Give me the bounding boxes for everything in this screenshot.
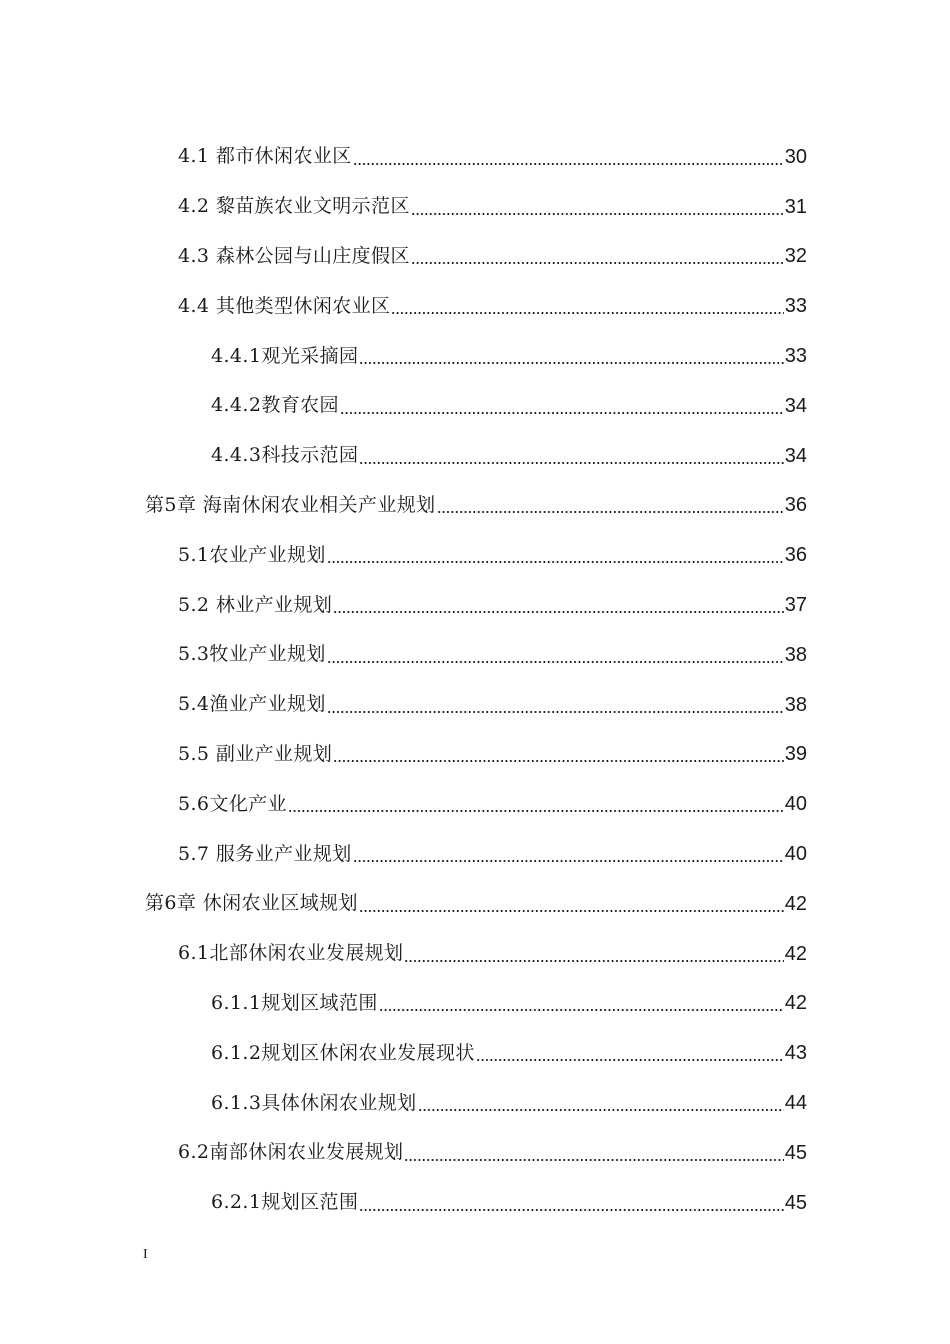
toc-page-number: 38 bbox=[784, 693, 807, 716]
toc-entry[interactable] bbox=[0, 879, 950, 929]
toc-entry[interactable] bbox=[0, 381, 950, 431]
toc-entry[interactable] bbox=[0, 929, 950, 979]
toc-entry[interactable] bbox=[0, 979, 950, 1029]
toc-entry[interactable] bbox=[0, 680, 950, 730]
toc-entry[interactable] bbox=[0, 779, 950, 829]
toc-dot-leader bbox=[411, 246, 784, 266]
toc-page-number: 32 bbox=[784, 245, 807, 268]
footer-page-number: I bbox=[143, 1247, 148, 1262]
toc-page-number: 30 bbox=[784, 145, 807, 168]
toc-dot-leader bbox=[391, 296, 783, 316]
toc-dot-leader bbox=[353, 844, 784, 864]
toc-entry[interactable] bbox=[0, 730, 950, 780]
toc-page-number: 44 bbox=[784, 1092, 807, 1115]
toc-entry[interactable] bbox=[0, 481, 950, 531]
toc-page-number: 42 bbox=[784, 942, 807, 965]
toc-page-number: 42 bbox=[784, 892, 807, 915]
toc-entry-title: 第5章 海南休闲农业相关产业规划 bbox=[145, 493, 436, 516]
toc-entry[interactable] bbox=[0, 829, 950, 879]
toc-entry[interactable] bbox=[0, 530, 950, 580]
toc-entry[interactable] bbox=[0, 630, 950, 680]
toc-page-number: 36 bbox=[784, 544, 807, 567]
toc-entry-title: 5.5 副业产业规划 bbox=[178, 742, 333, 765]
toc-dot-leader bbox=[327, 645, 784, 665]
toc-entry-title: 6.2南部休闲农业发展规划 bbox=[178, 1141, 404, 1164]
toc-entry-title: 4.4.3科技示范园 bbox=[211, 444, 359, 467]
toc-entry-title: 5.1农业产业规划 bbox=[178, 543, 326, 566]
toc-entry-title: 4.4 其他类型休闲农业区 bbox=[178, 294, 391, 317]
toc-entry[interactable] bbox=[0, 132, 950, 182]
toc-page-number: 34 bbox=[784, 394, 807, 417]
toc-dot-leader bbox=[359, 1193, 783, 1213]
toc-dot-leader bbox=[476, 1043, 784, 1063]
toc-entry-title: 4.4.1观光采摘园 bbox=[211, 344, 359, 367]
toc-entry[interactable] bbox=[0, 232, 950, 282]
toc-entry-title: 4.1 都市休闲农业区 bbox=[178, 145, 352, 168]
toc-entry[interactable] bbox=[0, 1028, 950, 1078]
toc-entry-title: 5.3牧业产业规划 bbox=[178, 643, 326, 666]
toc-entry-title: 4.4.2教育农园 bbox=[211, 394, 339, 417]
toc-dot-leader bbox=[327, 545, 784, 565]
toc-page-number: 45 bbox=[784, 1141, 807, 1164]
toc-page-number: 33 bbox=[784, 295, 807, 318]
toc-entry-title: 4.2 黎苗族农业文明示范区 bbox=[178, 195, 410, 218]
toc-dot-leader bbox=[437, 495, 784, 515]
toc-entry-title: 4.3 森林公园与山庄度假区 bbox=[178, 244, 410, 267]
toc-entry[interactable] bbox=[0, 281, 950, 331]
table-of-contents bbox=[0, 132, 950, 1228]
toc-entry-title: 5.7 服务业产业规划 bbox=[178, 842, 352, 865]
toc-entry[interactable] bbox=[0, 182, 950, 232]
toc-dot-leader bbox=[288, 794, 784, 814]
toc-entry[interactable] bbox=[0, 580, 950, 630]
toc-dot-leader bbox=[327, 695, 784, 715]
toc-page-number: 45 bbox=[784, 1191, 807, 1214]
toc-entry[interactable] bbox=[0, 1128, 950, 1178]
toc-entry-title: 6.1北部休闲农业发展规划 bbox=[178, 942, 404, 965]
toc-page-number: 37 bbox=[784, 594, 807, 617]
toc-dot-leader bbox=[379, 993, 784, 1013]
toc-dot-leader bbox=[411, 197, 784, 217]
toc-page-number: 42 bbox=[784, 992, 807, 1015]
toc-page-number: 36 bbox=[784, 494, 807, 517]
toc-page-number: 40 bbox=[784, 793, 807, 816]
toc-dot-leader bbox=[359, 446, 783, 466]
toc-entry[interactable] bbox=[0, 431, 950, 481]
toc-page-number: 31 bbox=[784, 195, 807, 218]
toc-page-number: 39 bbox=[784, 743, 807, 766]
toc-entry-title: 6.1.3具体休闲农业规划 bbox=[211, 1091, 417, 1114]
toc-dot-leader bbox=[340, 396, 784, 416]
toc-entry-title: 6.1.2规划区休闲农业发展现状 bbox=[211, 1041, 475, 1064]
toc-page-number: 38 bbox=[784, 643, 807, 666]
toc-dot-leader bbox=[359, 346, 783, 366]
toc-entry-title: 5.2 林业产业规划 bbox=[178, 593, 333, 616]
toc-entry[interactable] bbox=[0, 331, 950, 381]
toc-dot-leader bbox=[418, 1093, 784, 1113]
toc-entry[interactable] bbox=[0, 1078, 950, 1128]
toc-page-number: 43 bbox=[784, 1042, 807, 1065]
toc-dot-leader bbox=[353, 147, 784, 167]
toc-entry-title: 5.4渔业产业规划 bbox=[178, 693, 326, 716]
toc-entry-title: 第6章 休闲农业区域规划 bbox=[145, 892, 358, 915]
toc-page-number: 40 bbox=[784, 843, 807, 866]
toc-entry-title: 6.1.1规划区域范围 bbox=[211, 991, 378, 1014]
toc-page-number: 33 bbox=[784, 345, 807, 368]
toc-entry[interactable] bbox=[0, 1178, 950, 1228]
toc-dot-leader bbox=[404, 1143, 783, 1163]
toc-dot-leader bbox=[333, 595, 783, 615]
toc-dot-leader bbox=[359, 894, 784, 914]
toc-entry-title: 6.2.1规划区范围 bbox=[211, 1191, 359, 1214]
toc-dot-leader bbox=[404, 944, 783, 964]
toc-dot-leader bbox=[333, 744, 783, 764]
toc-entry-title: 5.6文化产业 bbox=[178, 792, 288, 815]
toc-page-number: 34 bbox=[784, 444, 807, 467]
